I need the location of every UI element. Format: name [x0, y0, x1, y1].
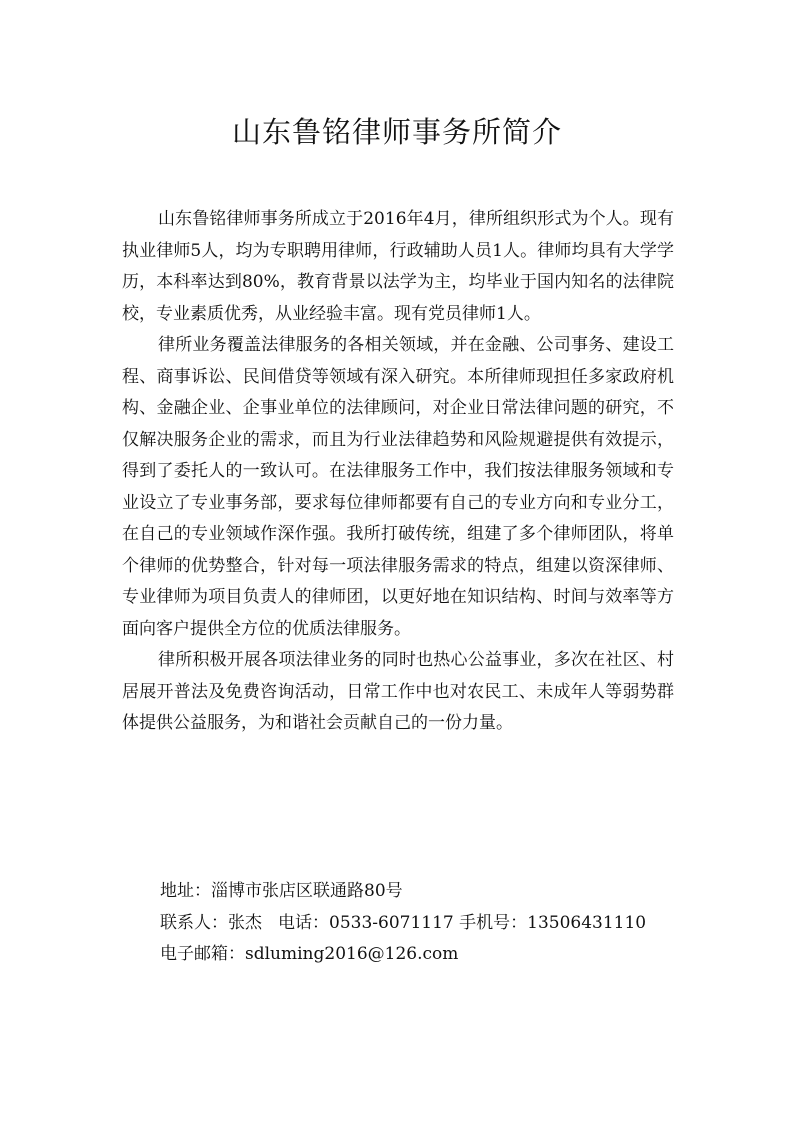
phone-line — [160, 908, 720, 940]
contact-info — [160, 876, 720, 971]
paragraph-services: 律所业务覆盖法律服务的各相关领域，并在金融、公司事务、建设工程、商事诉讼、民间借贷等领域有深入研究。本所律师现担任多家政府机构、金融企业、企事业单位的法律顾问，对企业日常法律问题的研究，不仅解决服务企业的需求，而且为行业法律趋势和风险规避提供有效提示，得到了委托人的一致认可。在法律服务工作中，我们按法律服务领域和专业设立了专业事务部，要求每位律师都要有自己的专业方向和专业分工，在自己的专业领域作深作强。我所打破传统，组建了多个律师团队，将单个律师的优势整合，针对每一项法律服务需求的特点，组建以资深律师、专业律师为项目负责人的律师团，以更好地在知识结构、时间与效率等方面向客户提供全方位的优质法律服务。 — [122, 335, 674, 639]
phone-number: 电话：0533-6071117 — [278, 912, 454, 933]
document-title: 山东鲁铭律师事务所简介 — [231, 115, 562, 149]
paragraph-intro: 山东鲁铭律师事务所成立于2016年4月，律所组织形式为个人。现有执业律师5人，均为专职聘用律师，行政辅助人员1人。律师均具有大学学历，本科率达到80%，教育背景以法学为主，均毕业于国内知名的法律院校，专业素质优秀，从业经验丰富。现有党员律师1人。 — [122, 209, 674, 324]
mobile-number: 手机号：13506431110 — [459, 912, 647, 933]
contact-person: 联系人：张杰 — [160, 912, 262, 933]
address-line: 地址：淄博市张店区联通路80号 — [160, 881, 403, 901]
document-body — [122, 204, 674, 740]
paragraph-public-welfare: 律所积极开展各项法律业务的同时也热心公益事业，多次在社区、村居展开普法及免费咨询活动，日常工作中也对农民工、未成年人等弱势群体提供公益服务，为和谐社会贡献自己的一份力量。 — [122, 650, 674, 733]
email-line: 电子邮箱：sdluming2016@126.com — [160, 944, 459, 964]
